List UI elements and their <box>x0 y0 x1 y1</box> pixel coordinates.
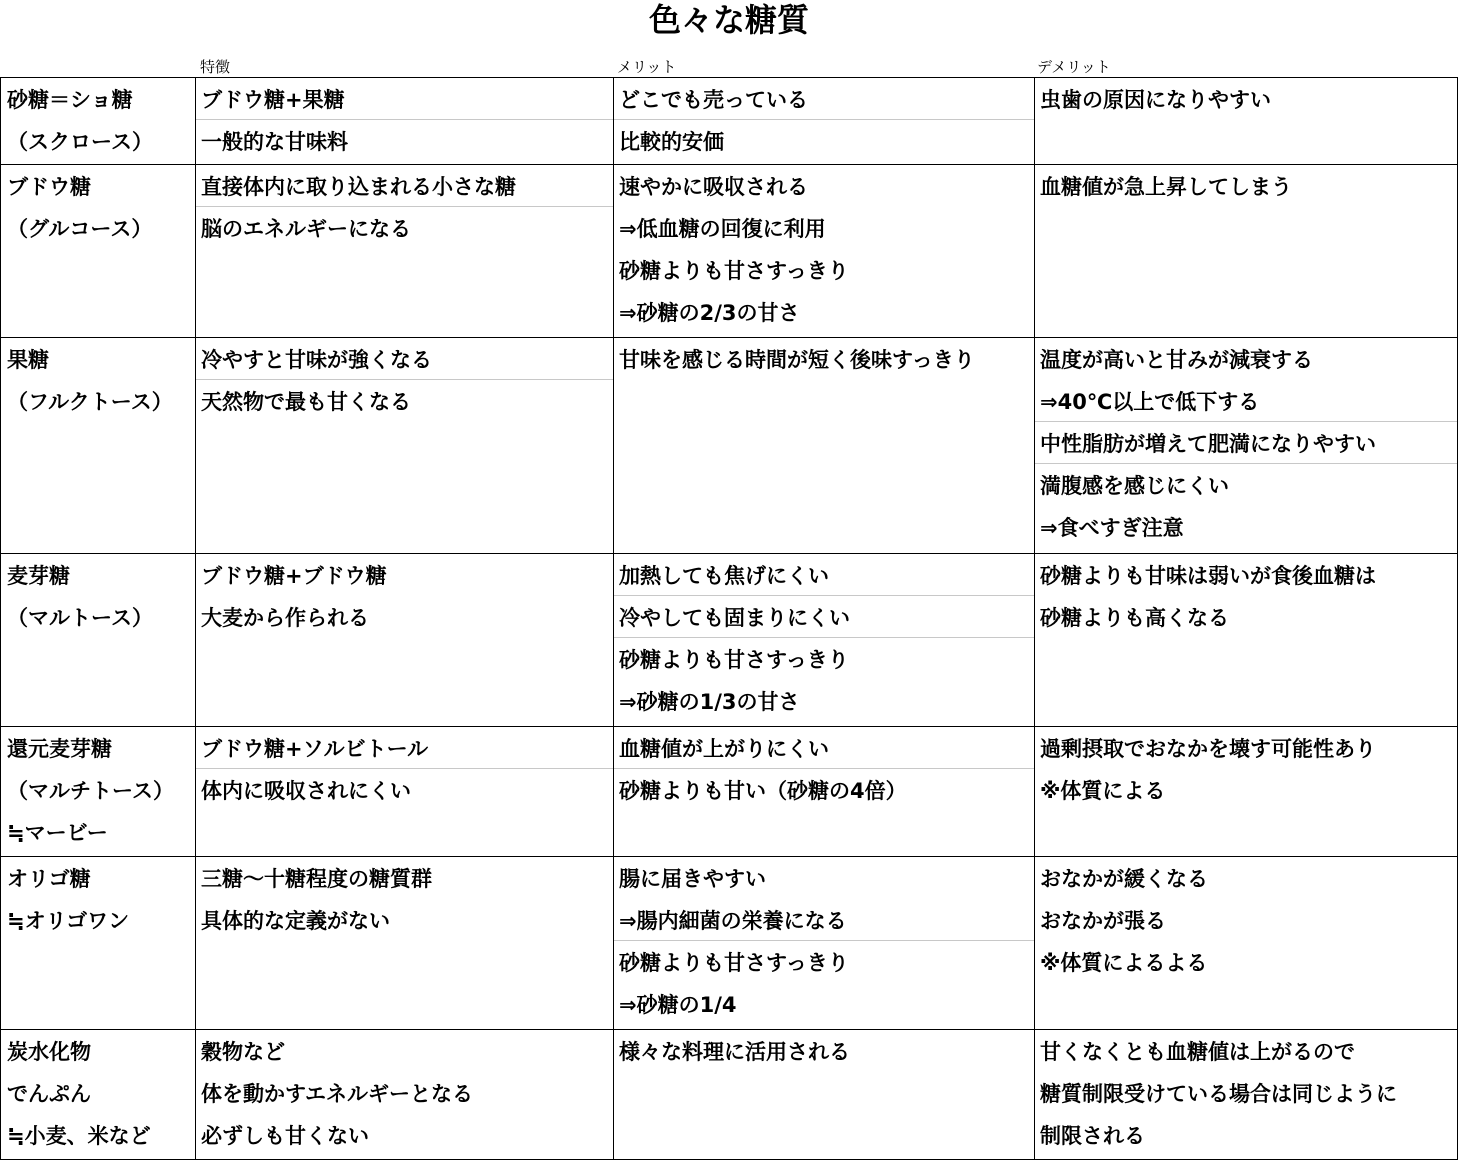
cell-line: ブドウ糖+果糖 <box>196 78 613 120</box>
cell-features <box>196 165 614 338</box>
cell-line: 砂糖よりも甘さすっきり <box>619 648 849 672</box>
cell-line: ブドウ糖+ブドウ糖 <box>201 564 387 588</box>
cell-line: ※体質による <box>1040 779 1166 803</box>
cell-features <box>196 727 614 857</box>
cell-line: 果糖 <box>7 348 49 372</box>
cell-line: 砂糖よりも甘さすっきり <box>619 259 849 283</box>
cell-demerit <box>1035 78 1458 165</box>
cell-demerit <box>1035 857 1458 1030</box>
table-row <box>1 727 1458 857</box>
page-title: 色々な糖質 <box>648 1 809 39</box>
cell-line: ⇒砂糖の2/3の甘さ <box>619 301 800 325</box>
cell-line: ※体質によるよる <box>1040 951 1208 975</box>
cell-line: おなかが緩くなる <box>1040 867 1208 891</box>
cell-line: 冷やしても固まりにくい <box>614 596 1034 638</box>
cell-line: 加熱しても焦げにくい <box>614 554 1034 596</box>
cell-merit <box>614 727 1035 857</box>
cell-merit <box>614 1030 1035 1160</box>
cell-line: 血糖値が急上昇してしまう <box>1040 175 1292 199</box>
cell-line: 比較的安価 <box>619 130 724 154</box>
cell-line: ブドウ糖 <box>7 175 91 199</box>
cell-line: 過剰摂取でおなかを壊す可能性あり <box>1040 737 1376 761</box>
header-merit: メリット <box>617 58 677 76</box>
cell-demerit <box>1035 727 1458 857</box>
cell-line: ブドウ糖+ソルビトール <box>196 727 613 769</box>
cell-line: 満腹感を感じにくい <box>1040 474 1229 498</box>
cell-line: （グルコース） <box>7 217 153 241</box>
cell-line: ≒小麦、米など <box>7 1124 151 1148</box>
cell-line: おなかが張る <box>1040 909 1166 933</box>
cell-features <box>196 857 614 1030</box>
cell-line: ⇒低血糖の回復に利用 <box>619 217 826 241</box>
cell-line: 炭水化物 <box>7 1040 91 1064</box>
cell-line: 一般的な甘味料 <box>201 130 348 154</box>
cell-line: 砂糖よりも甘さすっきり <box>619 951 849 975</box>
cell-line: 砂糖よりも高くなる <box>1040 606 1229 630</box>
cell-name <box>1 1030 196 1160</box>
cell-line: 体を動かすエネルギーとなる <box>201 1082 473 1106</box>
cell-line: ⇒砂糖の1/4 <box>619 993 737 1017</box>
table-row <box>1 1030 1458 1160</box>
cell-line: でんぷん <box>7 1082 91 1106</box>
cell-line: 大麦から作られる <box>201 606 369 630</box>
cell-merit <box>614 78 1035 165</box>
cell-features <box>196 338 614 554</box>
cell-line: （フルクトース） <box>7 390 173 414</box>
cell-line: どこでも売っている <box>614 78 1034 120</box>
cell-line: ⇒食べすぎ注意 <box>1040 516 1184 540</box>
cell-line: ⇒砂糖の1/3の甘さ <box>619 690 800 714</box>
cell-name <box>1 727 196 857</box>
cell-line: 具体的な定義がない <box>201 909 390 933</box>
cell-features <box>196 1030 614 1160</box>
cell-merit <box>614 165 1035 338</box>
header-features: 特徴 <box>200 58 231 76</box>
cell-line: 砂糖＝ショ糖 <box>7 88 133 112</box>
cell-line: 還元麦芽糖 <box>7 737 112 761</box>
cell-name <box>1 165 196 338</box>
sugar-table <box>0 77 1458 1160</box>
cell-line: 砂糖よりも甘い（砂糖の4倍） <box>619 779 907 803</box>
cell-features <box>196 78 614 165</box>
cell-line: 冷やすと甘味が強くなる <box>196 338 613 380</box>
cell-line: 脳のエネルギーになる <box>201 217 411 241</box>
cell-line: 様々な料理に活用される <box>619 1040 850 1064</box>
cell-line: ≒マービー <box>7 821 108 845</box>
table-row <box>1 554 1458 727</box>
cell-merit <box>614 857 1035 1030</box>
cell-line: 天然物で最も甘くなる <box>201 390 411 414</box>
cell-demerit <box>1035 165 1458 338</box>
cell-name <box>1 857 196 1030</box>
table-row <box>1 338 1458 554</box>
cell-line: ⇒40℃以上で低下する <box>1035 380 1457 422</box>
cell-name <box>1 78 196 165</box>
cell-line: （マルトース） <box>7 606 153 630</box>
cell-line: 甘くなくとも血糖値は上がるので <box>1040 1040 1355 1064</box>
cell-demerit <box>1035 338 1458 554</box>
cell-line: 三糖～十糖程度の糖質群 <box>201 867 432 891</box>
cell-line: 必ずしも甘くない <box>201 1124 369 1148</box>
header-demerit: デメリット <box>1037 58 1111 76</box>
table-row <box>1 857 1458 1030</box>
cell-merit <box>614 338 1035 554</box>
cell-line: 麦芽糖 <box>7 564 70 588</box>
cell-line: 速やかに吸収される <box>619 175 808 199</box>
cell-line: ⇒腸内細菌の栄養になる <box>614 899 1034 941</box>
cell-line: （マルチトース） <box>7 779 174 803</box>
cell-merit <box>614 554 1035 727</box>
cell-demerit <box>1035 554 1458 727</box>
cell-name <box>1 554 196 727</box>
cell-features <box>196 554 614 727</box>
cell-line: 糖質制限受けている場合は同じように <box>1040 1082 1397 1106</box>
cell-line: 腸に届きやすい <box>619 867 766 891</box>
cell-line: 虫歯の原因になりやすい <box>1040 88 1271 112</box>
cell-line: 穀物など <box>201 1040 285 1064</box>
cell-name <box>1 338 196 554</box>
cell-line: 直接体内に取り込まれる小さな糖 <box>196 165 613 207</box>
cell-line: 中性脂肪が増えて肥満になりやすい <box>1035 422 1457 464</box>
cell-line: 血糖値が上がりにくい <box>614 727 1034 769</box>
cell-line: 温度が高いと甘みが減衰する <box>1040 348 1313 372</box>
table-row <box>1 165 1458 338</box>
table-row <box>1 78 1458 165</box>
cell-line: 体内に吸収されにくい <box>201 779 411 803</box>
cell-line: 砂糖よりも甘味は弱いが食後血糖は <box>1040 564 1376 588</box>
cell-line: 制限される <box>1040 1124 1145 1148</box>
cell-line: ≒オリゴワン <box>7 909 130 933</box>
cell-line: 甘味を感じる時間が短く後味すっきり <box>619 348 975 372</box>
cell-line: オリゴ糖 <box>7 867 91 891</box>
cell-line: （スクロース） <box>7 130 153 154</box>
cell-demerit <box>1035 1030 1458 1160</box>
